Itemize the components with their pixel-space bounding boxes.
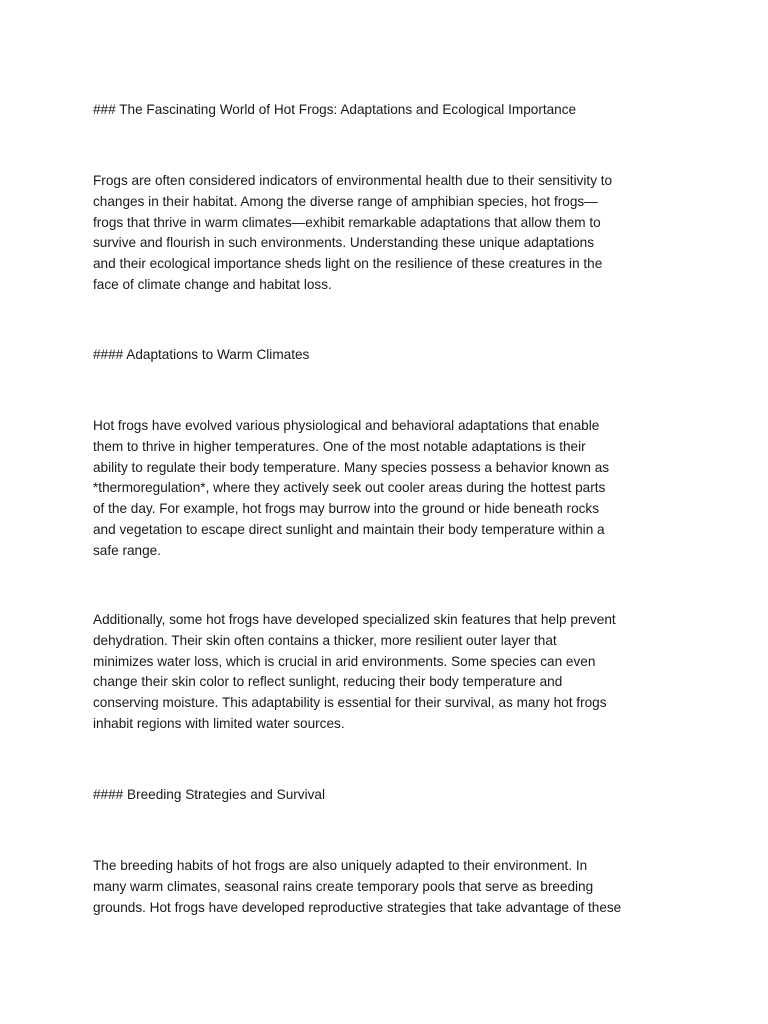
text-line: safe range. bbox=[93, 542, 162, 558]
heading-text: #### Adaptations to Warm Climates bbox=[93, 347, 310, 362]
text-line: and vegetation to escape direct sunlight and maintain their body temperature within a bbox=[93, 521, 605, 537]
document-title bbox=[93, 100, 683, 121]
text-line: Hot frogs have evolved various physiological and behavioral adaptations that enable bbox=[93, 418, 600, 433]
text-line: survive and flourish in such environments. Understanding these unique adaptations bbox=[93, 235, 595, 251]
section-heading-breeding bbox=[93, 785, 683, 806]
title-text: ### The Fascinating World of Hot Frogs: Adaptations and Ecological Importance bbox=[93, 102, 577, 117]
text-line: changes in their habitat. Among the diverse range of amphibian species, hot frogs— bbox=[93, 193, 598, 209]
text-line: them to thrive in higher temperatures. One of the most notable adaptations is their bbox=[93, 438, 586, 454]
text-line: many warm climates, seasonal rains create temporary pools that serve as breeding bbox=[93, 878, 594, 894]
text-line: grounds. Hot frogs have developed reproductive strategies that take advantage of these bbox=[93, 899, 622, 915]
section-heading-adaptations bbox=[93, 345, 683, 366]
adaptations-paragraph-2 bbox=[93, 610, 683, 735]
text-line: and their ecological importance sheds light on the resilience of these creatures in the bbox=[93, 256, 603, 272]
text-line: *thermoregulation*, where they actively seek out cooler areas during the hottest parts bbox=[93, 480, 606, 496]
text-line: inhabit regions with limited water sources. bbox=[93, 715, 345, 731]
intro-paragraph bbox=[93, 171, 683, 296]
text-line: Frogs are often considered indicators of environmental health due to their sensitivity to bbox=[93, 173, 613, 188]
adaptations-paragraph-1 bbox=[93, 416, 683, 562]
breeding-paragraph-1 bbox=[93, 856, 683, 918]
text-line: frogs that thrive in warm climates—exhibit remarkable adaptations that allow them to bbox=[93, 214, 601, 230]
text-line: of the day. For example, hot frogs may burrow into the ground or hide beneath rocks bbox=[93, 501, 600, 517]
text-line: The breeding habits of hot frogs are also uniquely adapted to their environment. In bbox=[93, 858, 588, 873]
heading-text: #### Breeding Strategies and Survival bbox=[93, 787, 325, 802]
text-line: face of climate change and habitat loss. bbox=[93, 276, 332, 292]
text-line: minimizes water loss, which is crucial in arid environments. Some species can even bbox=[93, 653, 596, 669]
text-line: dehydration. Their skin often contains a thicker, more resilient outer layer that bbox=[93, 632, 557, 648]
text-line: ability to regulate their body temperature. Many species possess a behavior known as bbox=[93, 459, 610, 475]
text-line: change their skin color to reflect sunlight, reducing their body temperature and bbox=[93, 674, 563, 690]
text-line: Additionally, some hot frogs have developed specialized skin features that help prevent bbox=[93, 612, 616, 627]
text-line: conserving moisture. This adaptability is essential for their survival, as many hot frogs bbox=[93, 695, 607, 711]
